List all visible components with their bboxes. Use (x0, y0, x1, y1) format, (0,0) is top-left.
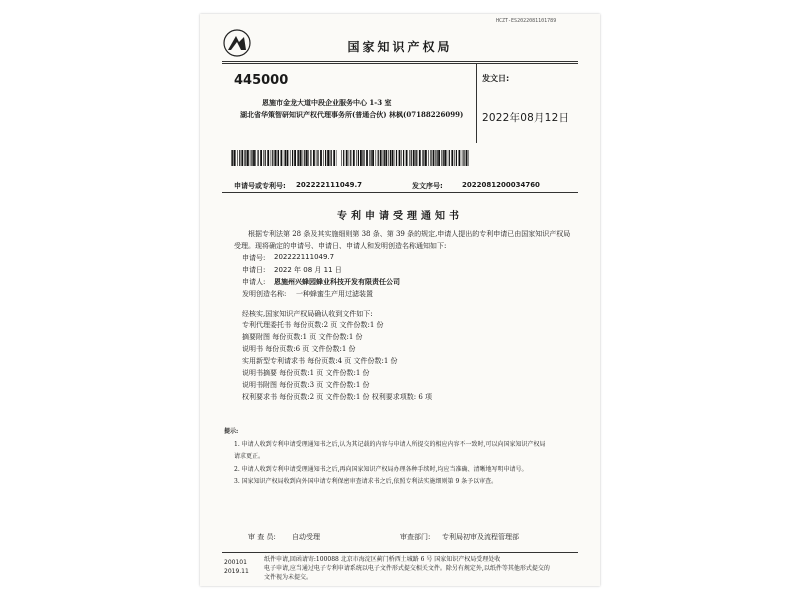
barcode-bar (303, 150, 304, 166)
notice-intro-line-1: 根据专利法第 28 条及其实施细则第 38 条、第 39 条的规定,申请人提出的专利申请已由国家知识产权局 (248, 230, 571, 238)
barcode-bar (443, 150, 444, 166)
barcode-bar (466, 150, 468, 166)
barcode-bar (331, 150, 332, 166)
barcode-bar (304, 150, 305, 166)
header-divider (222, 61, 578, 62)
barcode-bar (241, 150, 243, 166)
barcode-bar (287, 150, 289, 166)
barcode-bar (244, 150, 245, 166)
barcode-bar (350, 150, 351, 166)
barcode-bar (401, 150, 402, 166)
barcode-bar (253, 150, 255, 166)
recipient-address: 恩施市金龙大道中段企业服务中心 1-3 室 (262, 98, 392, 107)
application-number: 202222111049.7 (296, 181, 362, 189)
barcode-bar (423, 150, 424, 166)
barcode-bar (258, 150, 259, 166)
postcode: 445000 (234, 73, 289, 88)
barcode-bar (308, 150, 309, 166)
barcode-bar (399, 150, 401, 166)
barcode-bar (430, 150, 431, 166)
received-files-intro: 经核实,国家知识产权局确认收到文件如下: (242, 310, 373, 318)
barcode-bar (239, 150, 240, 166)
field-value-applicant: 恩施州兴蜂园蜂业科技开发有限责任公司 (274, 278, 400, 286)
barcode-bar (463, 150, 464, 166)
barcode-bar (343, 150, 344, 166)
numbers-divider (222, 192, 578, 193)
barcode-bar (323, 150, 324, 166)
barcode-bar (403, 150, 404, 166)
barcode-bar (456, 150, 457, 166)
footer-note-line: 纸件申请,回函请寄:100088 北京市海淀区蓟门桥西土城路 6 号 国家知识产权局受理处收 (264, 556, 501, 563)
barcode-bar (362, 150, 363, 166)
barcode-bar (281, 150, 283, 166)
serial-number-label: 发文序号: (412, 182, 443, 190)
barcode-bar (297, 150, 298, 166)
barcode-bar (316, 150, 317, 166)
barcode-right (341, 150, 469, 166)
barcode-bar (245, 150, 246, 166)
barcode-bar (388, 150, 389, 166)
barcode-bar (358, 150, 359, 166)
barcode-bar (425, 150, 427, 166)
barcode-bar (320, 150, 322, 166)
barcode-bar (232, 150, 233, 166)
barcode-bar (356, 150, 357, 166)
barcode-bar (272, 150, 273, 166)
barcode-bar (234, 150, 236, 166)
tips-heading: 提示: (224, 428, 239, 435)
dispatch-date: 2022年08月12日 (482, 112, 570, 124)
office-name: 国家知识产权局 (347, 40, 453, 54)
file-list-item: 说明书附图 每份页数:3 页 文件份数:1 份 (242, 381, 370, 389)
examiner-value: 自动受理 (292, 533, 320, 541)
application-number-label: 申请号或专利号: (234, 182, 286, 190)
barcode-bar (284, 150, 285, 166)
notice-title: 专利申请受理通知书 (337, 211, 463, 222)
department-value: 专利局初审及流程管理部 (442, 533, 519, 541)
barcode-bar (317, 150, 318, 166)
address-column-divider (476, 63, 477, 143)
barcode-bar (265, 150, 266, 166)
barcode-bar (369, 150, 370, 166)
barcode-bar (371, 150, 372, 166)
department-label: 审查部门: (400, 533, 431, 541)
barcode-bar (372, 150, 374, 166)
barcode-bar (459, 150, 461, 166)
barcode-bar (435, 150, 436, 166)
barcode-bar (441, 150, 442, 166)
barcode-bar (394, 150, 395, 166)
barcode-bar (428, 150, 429, 166)
barcode-bar (313, 150, 315, 166)
barcode-bar (396, 150, 397, 166)
barcode-bar (409, 150, 410, 166)
agent-info: 湖北省华策智研知识产权代理事务所(普通合伙) 林枫(07188226099) (240, 110, 464, 119)
tip-line: 3. 国家知识产权局收到向外国申请专利保密审查请求书之后,依照专利法实施细则第 9 条予以审查。 (234, 478, 498, 485)
footer-note-line: 文件视为未提交。 (264, 574, 313, 581)
field-label-applicant: 申请人: (242, 278, 266, 286)
file-list-item: 说明书摘要 每份页数:1 页 文件份数:1 份 (242, 369, 370, 377)
barcode-bar (263, 150, 264, 166)
barcode-bar (438, 150, 440, 166)
barcode-bar (384, 150, 385, 166)
barcode-bar (292, 150, 293, 166)
barcode-bar (392, 150, 394, 166)
barcode-bar (468, 150, 469, 166)
barcode-bar (327, 150, 329, 166)
barcode-bar (333, 150, 335, 166)
notice-document (200, 14, 600, 586)
file-list-item: 专利代理委托书 每份页数:2 页 文件份数:1 份 (242, 321, 384, 329)
barcode-bar (277, 150, 278, 166)
barcode-bar (298, 150, 299, 166)
barcode-left (231, 150, 337, 166)
field-label-invention-title: 发明创造名称: (242, 290, 287, 298)
notice-intro-line-2: 受理。现将确定的申请号、申请日、申请人和发明创造名称通知如下: (234, 242, 447, 250)
tip-line: 请求更正。 (234, 453, 265, 460)
barcode-bar (413, 150, 415, 166)
barcode-bar (294, 150, 296, 166)
barcode-bar (231, 150, 232, 166)
barcode-bar (325, 150, 326, 166)
barcode-bar (366, 150, 368, 166)
barcode-bar (380, 150, 382, 166)
barcode-bar (247, 150, 249, 166)
barcode-bar (447, 150, 448, 166)
barcode-bar (300, 150, 302, 166)
serial-number: 2022081200034760 (462, 181, 540, 189)
barcode-bar (346, 150, 348, 166)
barcode-bar (390, 150, 391, 166)
footer-divider (222, 552, 578, 553)
barcode-bar (444, 150, 446, 166)
barcode-bar (274, 150, 276, 166)
file-list-item: 说明书 每份页数:6 页 文件份数:1 份 (242, 345, 356, 353)
barcode-bar (237, 150, 238, 166)
barcode-bar (278, 150, 279, 166)
barcode-bar (437, 150, 438, 166)
barcode-bar (419, 150, 421, 166)
barcode-bar (416, 150, 417, 166)
barcode-bar (290, 150, 291, 166)
barcode-bar (454, 150, 455, 166)
barcode-bar (271, 150, 272, 166)
barcode-bar (415, 150, 416, 166)
barcode-bar (406, 150, 408, 166)
barcode-bar (260, 150, 262, 166)
barcode-bar (378, 150, 379, 166)
form-date: 2019.11 (224, 568, 249, 575)
form-code: 200101 (224, 559, 247, 566)
document-code: HCZT-ES2022081101789 (496, 18, 557, 24)
barcode-bar (255, 150, 256, 166)
header-divider-2 (222, 63, 578, 64)
barcode-bar (363, 150, 364, 166)
barcode-bar (462, 150, 463, 166)
barcode-bar (360, 150, 362, 166)
barcode-bar (433, 150, 435, 166)
barcode-bar (411, 150, 412, 166)
tip-line: 1. 申请人收到专利申请受理通知书之后,认为其记载的内容与申请人所提交的相应内容不一致时,可以向国家知识产权局 (234, 441, 546, 448)
barcode-bar (383, 150, 384, 166)
field-label-app-number: 申请号: (242, 254, 266, 262)
barcode-bar (306, 150, 308, 166)
barcode-bar (267, 150, 269, 166)
barcode-bar (376, 150, 377, 166)
barcode-bar (330, 150, 331, 166)
field-value-invention-title: 一种蜂蜜生产用过滤装置 (296, 290, 373, 298)
file-list-item: 权利要求书 每份页数:2 页 文件份数:1 份 权利要求项数: 6 项 (242, 393, 433, 401)
field-value-app-date: 2022 年 08 月 11 日 (274, 266, 342, 274)
barcode-bar (349, 150, 350, 166)
barcode-bar (449, 150, 450, 166)
file-list-item: 摘要附图 每份页数:1 页 文件份数:1 份 (242, 333, 363, 341)
barcode-bar (385, 150, 387, 166)
barcode-bar (285, 150, 286, 166)
tip-line: 2. 申请人收到专利申请受理通知书之后,再向国家知识产权局办理各种手续时,均应当准确、清晰地写明申请号。 (234, 466, 528, 473)
barcode-bar (451, 150, 453, 166)
barcode-bar (251, 150, 252, 166)
barcode-bar (353, 150, 355, 166)
field-label-app-date: 申请日: (242, 266, 266, 274)
barcode-bar (341, 150, 342, 166)
field-value-app-number: 202222111049.7 (274, 253, 335, 261)
barcode-bar (422, 150, 423, 166)
barcode-bar (310, 150, 311, 166)
dispatch-date-label: 发文日: (482, 74, 510, 83)
footer-note-line: 电子申请,应当通过电子专利申请系统以电子文件形式提交相关文件。除另有规定外,以纸件等其他形式提交的 (264, 565, 550, 572)
examiner-label: 审 查 员: (248, 533, 276, 541)
file-list-item: 实用新型专利请求书 每份页数:4 页 文件份数:1 份 (242, 357, 398, 365)
barcode-bar (250, 150, 251, 166)
